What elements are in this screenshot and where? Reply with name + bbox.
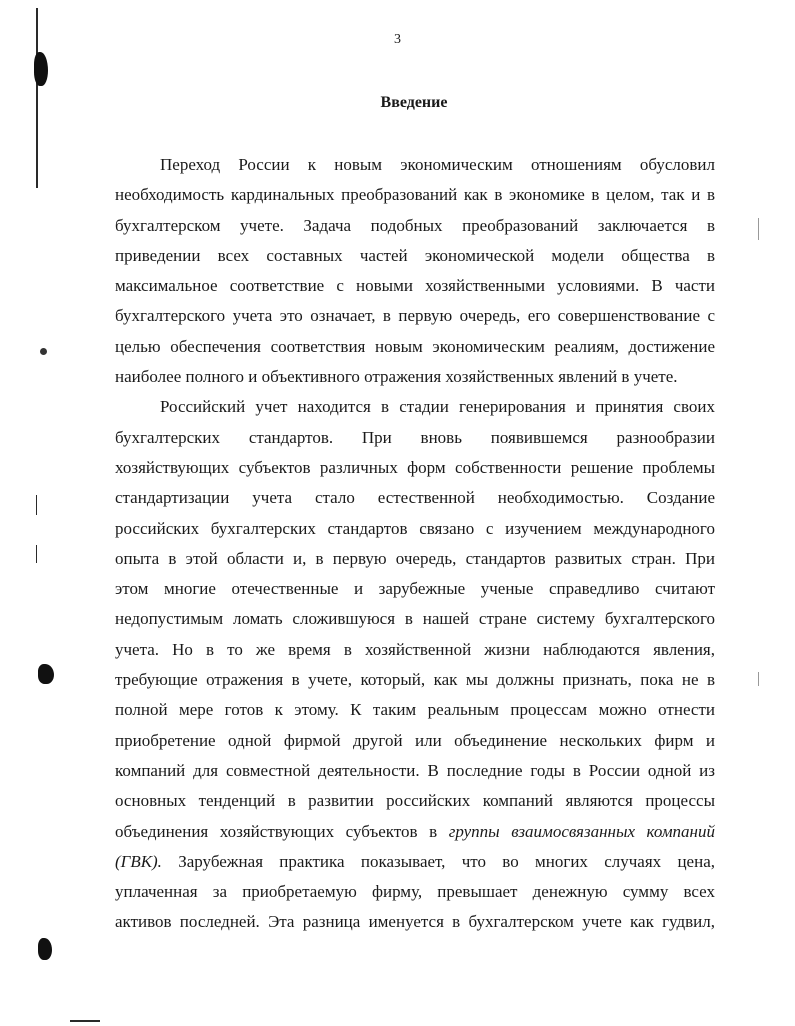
text-line: бухгалтерского учета это означает, в первую очередь, его совершенствование с — [115, 306, 715, 326]
scan-speck — [40, 348, 47, 355]
scan-edge-line — [36, 495, 37, 515]
text-line: приобретение одной фирмой другой или объединение нескольких фирм и — [115, 730, 715, 750]
text-line: наиболее полного и объективного отражения хозяйственных явлений в учете. — [115, 367, 678, 387]
text-line: требующие отражения в учете, который, как мы должны признать, пока не в — [115, 670, 715, 690]
scan-hole-mark — [38, 664, 54, 684]
italic-text: группы взаимосвязанных компаний — [448, 821, 715, 841]
scan-hole-mark — [38, 938, 52, 960]
text-line: бухгалтерских стандартов. При вновь появившемся разнообразии — [115, 427, 715, 447]
text-line: хозяйствующих субъектов различных форм собственности решение проблемы — [115, 457, 715, 477]
text-line: уплаченная за приобретаемую фирму, превышает денежную сумму всех — [115, 882, 715, 902]
text-line: объединения хозяйствующих субъектов в группы взаимосвязанных компаний — [115, 821, 715, 841]
text-line: целью обеспечения соответствия новым экономическим реалиям, достижение — [115, 336, 715, 356]
text-line: учета. Но в то же время в хозяйственной жизни наблюдаются явления, — [115, 639, 715, 659]
text-line: опыта в этой области и, в первую очередь, стандартов развитых стран. При — [115, 548, 715, 568]
scan-edge-line — [758, 672, 759, 686]
text-line: Переход России к новым экономическим отношениям обусловил — [160, 155, 715, 174]
text-line: полной мере готов к этому. К таким реальным процессам можно отнести — [115, 700, 715, 720]
text-line: стандартизации учета стало естественной необходимостью. Создание — [115, 488, 715, 508]
text-line: этом многие отечественные и зарубежные ученые справедливо считают — [115, 579, 715, 599]
text-line: недопустимым ломать сложившуюся в нашей стране систему бухгалтерского — [115, 609, 715, 629]
italic-text: (ГВК). — [115, 851, 162, 871]
text-line: основных тенденций в развитии российских компаний являются процессы — [115, 791, 715, 811]
scan-bottom-line — [70, 1020, 100, 1022]
text-line: компаний для совместной деятельности. В последние годы в России одной из — [115, 760, 715, 780]
page-title: Введение — [380, 94, 448, 111]
scan-edge-line — [758, 218, 759, 240]
text-line: необходимость кардинальных преобразований как в экономике в целом, так и в — [115, 185, 715, 205]
text-line: российских бухгалтерских стандартов связано с изучением международного — [115, 518, 715, 538]
text-line: максимальное соответствие с новыми хозяйственными условиями. В части — [115, 276, 715, 296]
scan-edge-line — [36, 545, 37, 563]
text-line: (ГВК). Зарубежная практика показывает, что во многих случаях цена, — [115, 851, 715, 871]
scan-hole-mark — [34, 52, 48, 86]
text-line: Российский учет находится в стадии генерирования и принятия своих — [160, 397, 715, 417]
text-line: приведении всех составных частей экономической модели общества в — [115, 245, 715, 265]
text-line: бухгалтерском учете. Задача подобных преобразований заключается в — [115, 215, 715, 235]
text-line: активов последней. Эта разница именуется в бухгалтерском учете как гудвил, — [115, 912, 715, 932]
body-text — [115, 150, 715, 938]
page-number: 3 — [394, 32, 401, 47]
